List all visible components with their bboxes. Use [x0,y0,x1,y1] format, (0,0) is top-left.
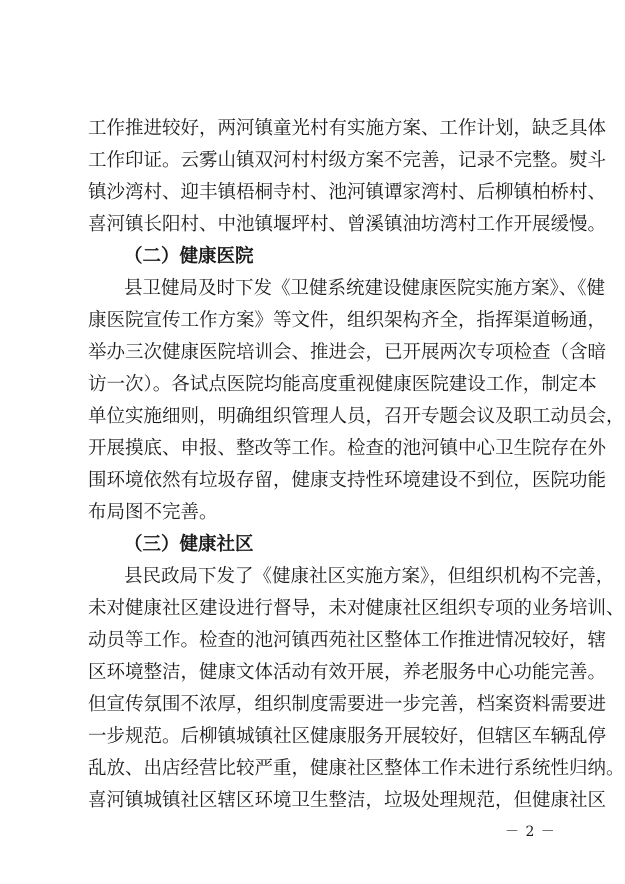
intro-line-3: 镇沙湾村、迎丰镇梧桐寺村、池河镇谭家湾村、后柳镇柏桥村、 [88,182,607,203]
hospital-line-7: 围环境依然有垃圾存留，健康支持性环境建设不到位，医院功能 [88,470,607,491]
community-line-4: 区环境整洁，健康文体活动有效开展，养老服务中心功能完善。 [88,662,607,683]
section-heading-hospital: （二）健康医院 [124,246,254,267]
hospital-line-6: 开展摸底、申报、整改等工作。检查的池河镇中心卫生院存在外 [88,438,607,459]
hospital-line-2: 康医院宣传工作方案》等文件，组织架构齐全，指挥渠道畅通， [88,310,607,331]
intro-line-4: 喜河镇长阳村、中池镇堰坪村、曾溪镇油坊湾村工作开展缓慢。 [88,214,607,235]
section-heading-community: （三）健康社区 [124,534,254,555]
hospital-line-3: 举办三次健康医院培训会、推进会，已开展两次专项检查（含暗 [88,342,607,363]
hospital-line-8: 布局图不完善。 [88,502,218,523]
hospital-line-5: 单位实施细则，明确组织管理人员，召开专题会议及职工动员会， [88,406,625,427]
community-line-1: 县民政局下发了《健康社区实施方案》，但组织机构不完善， [124,566,615,587]
community-line-7: 乱放、出店经营比较严重，健康社区整体工作未进行系统性归纳。 [88,758,625,779]
page-number: － 2 － [505,824,556,840]
community-line-6: 一步规范。后柳镇城镇社区健康服务开展较好，但辖区车辆乱停 [88,726,607,747]
intro-line-2: 工作印证。云雾山镇双河村村级方案不完善，记录不完整。熨斗 [88,150,607,171]
hospital-line-1: 县卫健局及时下发《卫健系统建设健康医院实施方案》、《健 [124,278,606,299]
hospital-line-4: 访一次）。各试点医院均能高度重视健康医院建设工作，制定本 [88,374,597,395]
community-line-2: 未对健康社区建设进行督导，未对健康社区组织专项的业务培训、 [88,598,625,619]
intro-line-1: 工作推进较好，两河镇童光村有实施方案、工作计划，缺乏具体 [88,118,607,139]
community-line-3: 动员等工作。检查的池河镇西苑社区整体工作推进情况较好，辖 [88,630,607,651]
community-line-5: 但宣传氛围不浓厚，组织制度需要进一步完善，档案资料需要进 [88,694,607,715]
community-line-8: 喜河镇城镇社区辖区环境卫生整洁，垃圾处理规范，但健康社区 [88,790,607,811]
